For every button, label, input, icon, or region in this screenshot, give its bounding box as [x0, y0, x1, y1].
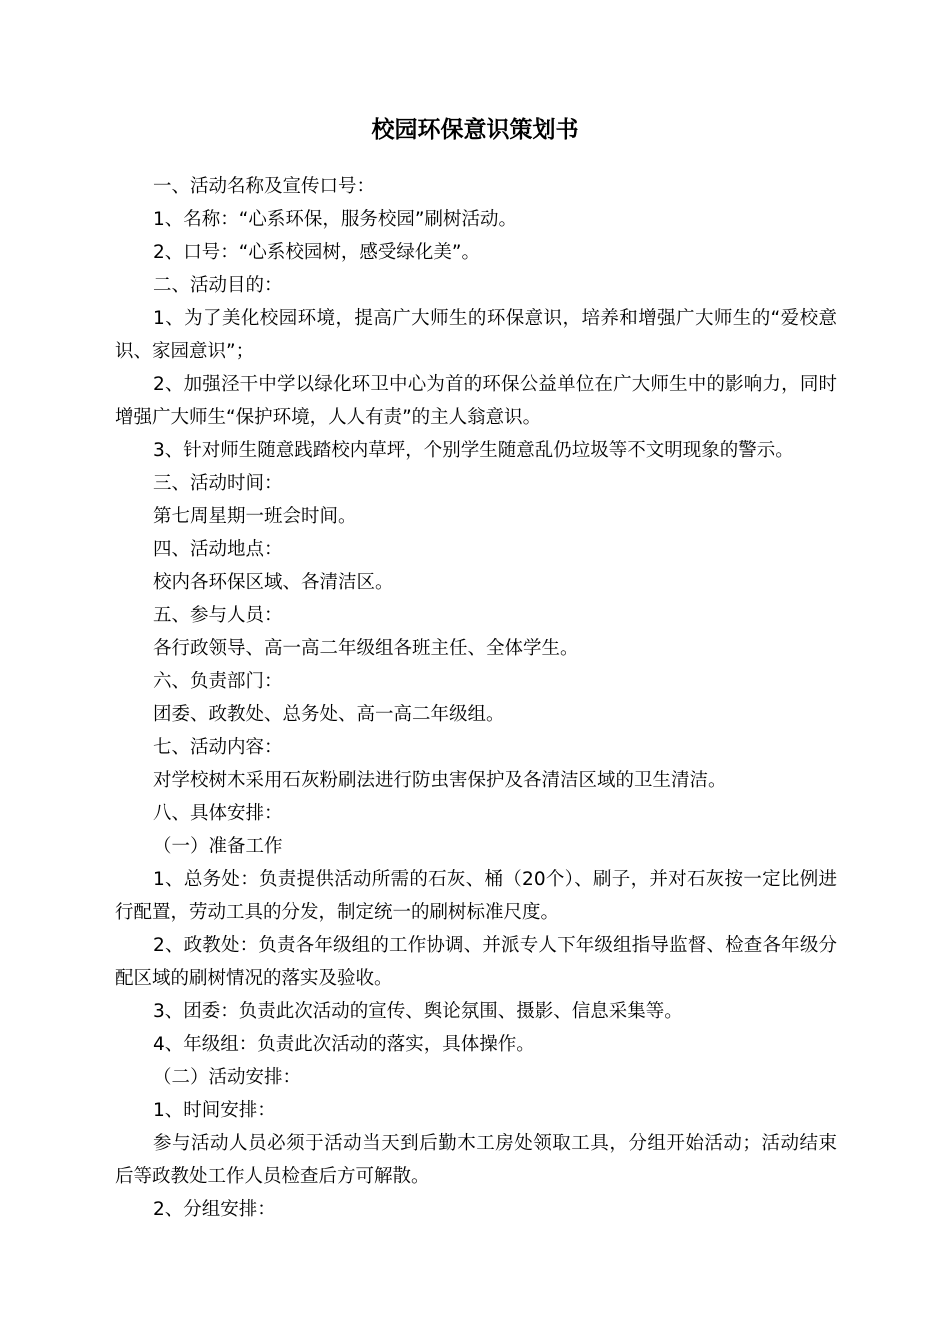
paragraph: 各行政领导、高一高二年级组各班主任、全体学生。	[153, 638, 579, 659]
section-heading: 二、活动目的：	[153, 275, 283, 296]
paragraph: 校内各环保区域、各清洁区。	[153, 572, 394, 593]
paragraph: 3、团委：负责此次活动的宣传、舆论氛围、摄影、信息采集等。	[153, 1001, 683, 1022]
paragraph: 1、总务处：负责提供活动所需的石灰、桶（20个）、刷子，并对石灰按一定比例进行配置，劳动工具的分发，制定统一的刷树标准尺度。	[115, 869, 837, 923]
paragraph: 3、针对师生随意践踏校内草坪，个别学生随意乱仍垃圾等不文明现象的警示。	[153, 440, 794, 461]
paragraph: 第七周星期一班会时间。	[153, 506, 357, 527]
section-heading: 一、活动名称及宣传口号：	[153, 176, 376, 197]
paragraph: 2、加强泾干中学以绿化环卫中心为首的环保公益单位在广大师生中的影响力，同时增强广大师生“保护环境，人人有责”的主人翁意识。	[115, 374, 837, 428]
paragraph: 2、口号：“心系校园树，感受绿化美”。	[153, 242, 480, 263]
paragraph: 1、时间安排：	[153, 1100, 276, 1121]
section-heading: 八、具体安排：	[153, 803, 283, 824]
paragraph: 1、为了美化校园环境，提高广大师生的环保意识，培养和增强广大师生的“爱校意识、家园意识”；	[115, 308, 837, 362]
subsection-heading: （二）活动安排：	[153, 1067, 302, 1088]
paragraph: 1、名称：“心系环保，服务校园”刷树活动。	[153, 209, 517, 230]
paragraph: 2、政教处：负责各年级组的工作协调、并派专人下年级组指导监督、检查各年级分配区域的刷树情况的落实及验收。	[115, 935, 837, 989]
section-heading: 四、活动地点：	[153, 539, 283, 560]
section-heading: 五、参与人员：	[153, 605, 283, 626]
paragraph: 4、年级组：负责此次活动的落实，具体操作。	[153, 1034, 535, 1055]
section-heading: 七、活动内容：	[153, 737, 283, 758]
paragraph: 2、分组安排：	[153, 1199, 276, 1220]
document-title: 校园环保意识策划书	[371, 117, 579, 143]
paragraph: 团委、政教处、总务处、高一高二年级组。	[153, 704, 505, 725]
subsection-heading: （一）准备工作	[153, 836, 283, 857]
paragraph: 参与活动人员必须于活动当天到后勤木工房处领取工具，分组开始活动；活动结束后等政教处工作人员检查后方可解散。	[115, 1133, 837, 1187]
section-heading: 三、活动时间：	[153, 473, 283, 494]
paragraph: 对学校树木采用石灰粉刷法进行防虫害保护及各清洁区域的卫生清洁。	[153, 770, 727, 791]
document-body	[115, 170, 837, 1226]
section-heading: 六、负责部门：	[153, 671, 283, 692]
